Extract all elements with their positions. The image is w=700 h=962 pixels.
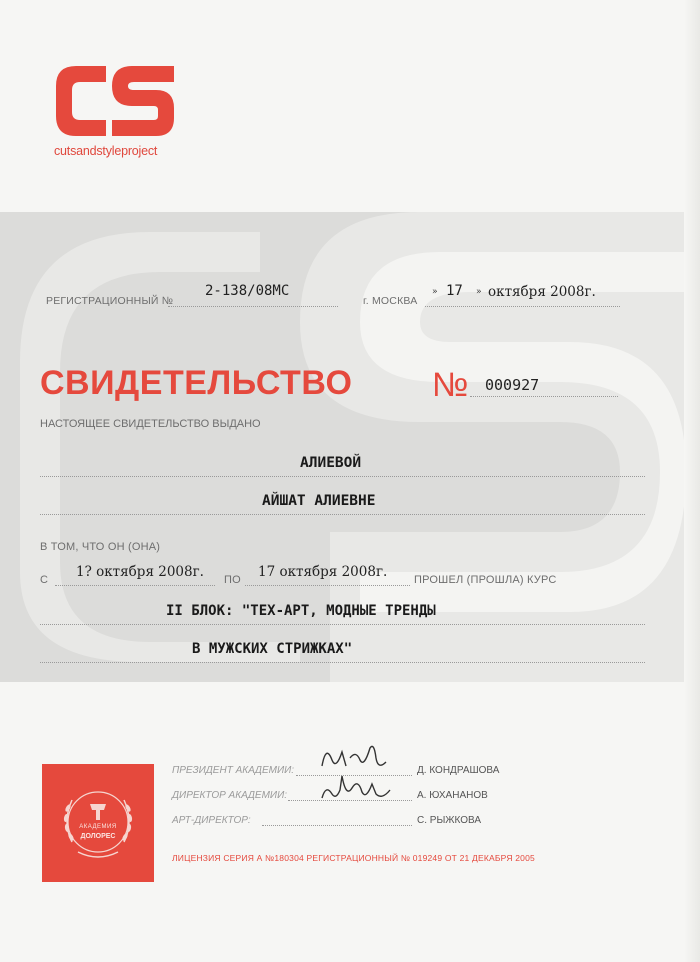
number-underline [470,396,618,397]
sig-role-president: ПРЕЗИДЕНТ АКАДЕМИИ: [172,765,295,776]
to-underline [245,585,410,586]
quote-close: » [476,287,482,297]
sig-line-art-director [262,825,412,826]
reg-label: РЕГИСТРАЦИОННЫЙ № [46,295,174,307]
date-rest: октября 2008г. [488,284,596,300]
to-label: ПО [224,574,241,586]
sig-name-president: Д. КОНДРАШОВА [417,765,500,776]
sig-name-director: А. ЮХАНАНОВ [417,790,488,801]
recipient-name: АЙШАТ АЛИЕВНЕ [262,493,376,509]
course-line-1: II БЛОК: "ТЕХ-АРТ, МОДНЫЕ ТРЕНДЫ [166,603,436,619]
from-date: 1? октября 2008г. [76,564,204,580]
license-text: ЛИЦЕНЗИЯ СЕРИЯ А №180304 РЕГИСТРАЦИОННЫЙ № 019249 ОТ 21 ДЕКАБРЯ 2005 [172,853,535,863]
from-label: С [40,574,49,586]
city-label: г. МОСКВА [363,295,418,307]
reg-number: 2-138/08МС [205,283,290,299]
course-underline-2 [40,662,645,663]
cs-logo [50,58,180,144]
certificate-title: СВИДЕТЕЛЬСТВО [40,364,353,402]
reg-underline [168,306,338,307]
course-line-2: В МУЖСКИХ СТРИЖКАХ" [192,641,353,657]
seal-text-1: АКАДЕМИЯ [79,824,117,830]
to-date: 17 октября 2008г. [258,564,388,580]
date-day: 17 [446,283,463,299]
course-underline-1 [40,624,645,625]
scan-edge [684,0,700,962]
seal-text-2: ДОЛОРЕС [80,833,116,840]
quote-open: » [432,287,438,297]
number-sign: № [432,366,469,404]
sig-name-art-director: С. РЫЖКОВА [417,815,482,826]
date-underline [425,306,620,307]
laurel-seal-icon [42,764,154,882]
surname-underline [40,476,645,477]
recipient-surname: АЛИЕВОЙ [300,455,362,471]
signature-director [318,770,398,804]
sig-role-director: ДИРЕКТОР АКАДЕМИИ: [172,790,288,801]
from-underline [55,585,215,586]
passed-label: ПРОШЕЛ (ПРОШЛА) КУРС [414,574,557,586]
issued-label: НАСТОЯЩЕЕ СВИДЕТЕЛЬСТВО ВЫДАНО [40,418,261,430]
brand-tagline: cutsandstyleproject [54,144,158,158]
that-label: В ТОМ, ЧТО ОН (ОНА) [40,541,161,553]
academy-seal-box [42,764,154,882]
sig-role-art-director: АРТ-ДИРЕКТОР: [172,815,251,826]
certificate-number: 000927 [485,376,540,394]
name-underline [40,514,645,515]
